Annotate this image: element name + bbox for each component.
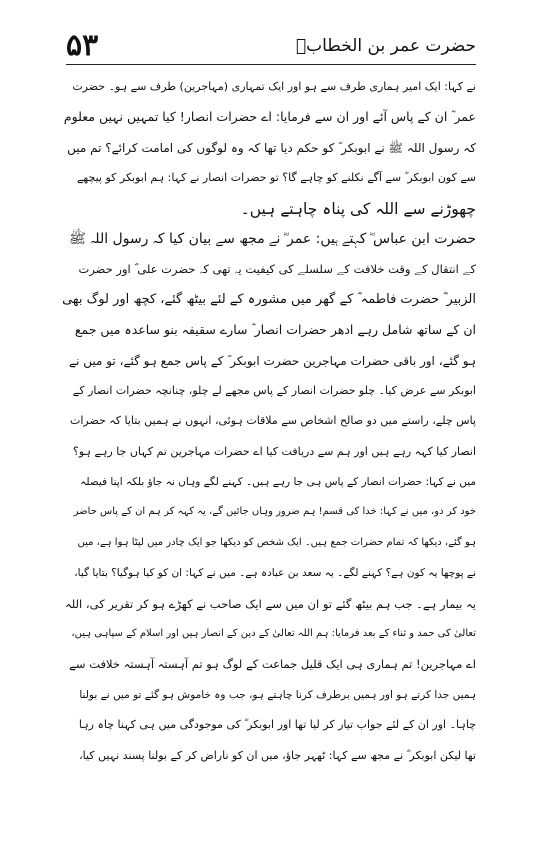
- text-line: خود کر دو، میں نے کہا: خدا کی قسم! ہم ضرور وہاں جائیں گے، یہ کہہ کر ہم ان کے پاس حاضر: [73, 506, 476, 518]
- text-line: میں نے کہا: حضرات انصار کے پاس ہی جا رہے ہیں۔ کہنے لگے وہاں نہ جاؤ بلکہ اپنا فیصلہ: [80, 476, 476, 489]
- text-line: چھوڑنے سے اللہ کی پناہ چاہتے ہیں۔: [240, 199, 476, 218]
- text-line: ہمیں جدا کرتے ہو اور ہمیں برطرف کرنا چاہتے ہو، جب وہ خاموش ہو گئے تو میں نے بولنا: [79, 688, 476, 701]
- header-divider: [66, 64, 476, 65]
- page-header: [66, 30, 476, 62]
- text-line: ان کے ساتھ شامل رہے ادھر حضرات انصار ؓ سارے سقیفہ بنو ساعدہ میں جمع: [74, 322, 476, 338]
- text-line: کہ رسول اللہ ﷺ نے ابوبکر ؓ کو حکم دیا تھا کہ وہ لوگوں کی امامت کرائے؟ تم میں: [67, 140, 476, 155]
- text-line: سے کون ابوبکر ؓ سے آگے نکلنے کو چاہے گا؟ تو حضرات انصار نے کہا: ہم ابوبکر کو پیچھے: [76, 171, 476, 185]
- text-line: ہو گئے، اور باقی حضرات مہاجرین حضرت ابوبکر ؓ کے پاس جمع ہو گئے، تو میں نے: [69, 353, 476, 368]
- text-line: عمر ؓ ان کے پاس آئے اور ان سے فرمایا: اے حضرات انصار! کیا تمہیں نہیں معلوم: [63, 109, 476, 125]
- text-line: نے پوچھا یہ کون ہے؟ کہنے لگے۔ یہ سعد بن عبادہ ہے۔ میں نے کہا: ان کو کیا ہوگیا؟ بتایا گیا،: [74, 567, 476, 580]
- text-line: چاہا۔ اور ان کے لئے جواب تیار کر لیا تھا اور ابوبکر ؓ کی موجودگی میں ہی کہنا چاہ رہا: [78, 718, 476, 732]
- text-line: ابوبکر سے عرض کیا۔ چلو حضرات انصار کے پاس مجھے لے چلو، چنانچہ حضرات انصار کے: [72, 383, 476, 397]
- text-line: الزبیر ؓ حضرت فاطمہ ؓ کے گھر میں مشورہ کے لئے بیٹھ گئے، کچھ اور لوگ بھی: [62, 291, 476, 307]
- text-line: حضرت ابن عباس ؓ کہتے ہیں: عمر ؓ نے مجھ سے بیان کیا کہ رسول اللہ ﷺ: [68, 230, 476, 247]
- text-line: تعالیٰ کی حمد و ثناء کے بعد فرمایا: ہم اللہ تعالیٰ کے دین کے انصار ہیں اور اسلام کے سپاہی ہیں،: [71, 628, 476, 640]
- text-line: تھا لیکن ابوبکر ؓ نے مجھ سے کہا: ٹھہر جاؤ، میں ان کو ناراض کر کے بولنا پسند نہیں کیا،: [79, 748, 476, 762]
- text-line: کے انتقال کے وقت خلافت کے سلسلے کی کیفیت یہ تھی کہ حضرت علی ؓ اور حضرت: [78, 262, 476, 277]
- text-line: پاس چلے، راستے میں دو صالح اشخاص سے ملاقات ہوئی، انہوں نے ہمیں بتایا کہ حضرات: [69, 414, 476, 428]
- page-number: ۵۳: [66, 28, 99, 63]
- body-text: [62, 72, 476, 832]
- text-line: انصار کیا کہہ رہے ہیں اور ہم سے دریافت کیا اے حضرات مہاجرین تم کہاں جا رہے ہو؟: [73, 444, 476, 458]
- running-title: حضرت عمر بن الخطابؓ: [295, 36, 476, 56]
- text-line: یہ بیمار ہے۔ جب ہم بیٹھ گئے تو ان میں سے ایک صاحب نے کھڑے ہو کر تقریر کی، اللہ: [65, 596, 476, 611]
- text-line: نے کہا: ایک امیر ہماری طرف سے ہو اور ایک تمہاری (مہاجرین) طرف سے ہو۔ حضرت: [72, 80, 476, 93]
- text-line: ہو گئے، دیکھا کہ تمام حضرات جمع ہیں۔ ایک شخص کو دیکھا جو ایک چادر میں لپٹا ہوا ہے، میں: [77, 536, 476, 548]
- text-line: اے مہاجرین! تم ہماری ہی ایک قلیل جماعت کے لوگ ہو تم آہستہ آہستہ خلافت سے: [69, 657, 476, 672]
